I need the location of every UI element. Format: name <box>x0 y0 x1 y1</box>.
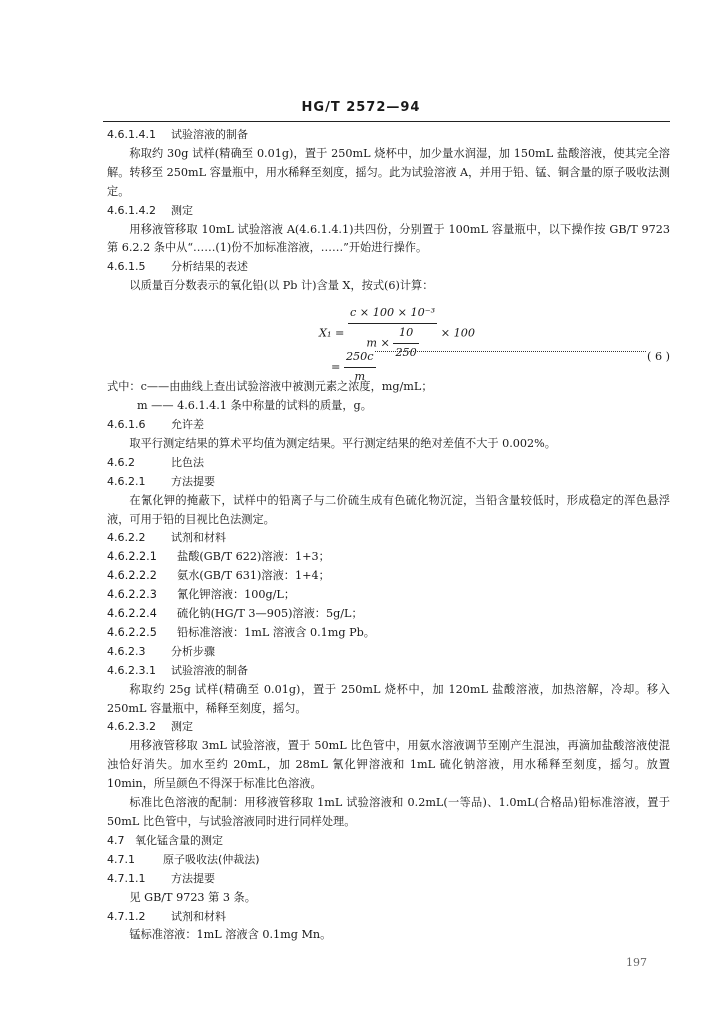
section-title: 原子吸收法(仲裁法) <box>163 852 260 866</box>
section-number: 4.6.2.3.1 <box>107 663 156 677</box>
formula-6 <box>107 296 670 384</box>
formula-inner-den: 250 <box>395 345 417 359</box>
section-heading <box>107 529 670 548</box>
section-number: 4.6.1.4.1 <box>107 128 156 141</box>
section-number: 4.6.2.3.2 <box>107 720 156 734</box>
item-text: 铅标准溶液：1mL 溶液含 0.1mg Pb。 <box>177 625 375 639</box>
section-title: 比色法 <box>171 455 204 469</box>
formula-times100: × 100 <box>440 326 476 340</box>
reagent-item <box>107 548 670 567</box>
formula-line2-num: 250c <box>344 348 376 368</box>
item-text: 盐酸(GB/T 622)溶液：1+3； <box>177 550 330 564</box>
section-title: 试验溶液的制备 <box>171 128 248 141</box>
definition-line: 式中：c——由曲线上查出试验溶液中被测元素之浓度，mg/mL； <box>107 380 433 394</box>
item-text: 硫化钠(HG/T 3—905)溶液：5g/L； <box>177 607 363 621</box>
section-heading <box>107 258 670 277</box>
section-heading <box>107 202 670 221</box>
formula-leader-dots <box>375 351 646 352</box>
section-title: 方法提要 <box>171 474 215 488</box>
section-number: 4.6.2.1 <box>107 474 146 488</box>
formula-lhs: X₁ = <box>319 326 345 340</box>
definition-line: m —— 4.6.1.4.1 条中称量的试料的质量，g。 <box>137 399 372 413</box>
formula-line2-fraction <box>344 348 376 387</box>
formula-denominator-prefix: m × <box>366 336 390 350</box>
paragraph: 以质量百分数表示的氧化铅(以 Pb 计)含量 X，按式(6)计算： <box>129 279 434 293</box>
section-heading <box>107 851 670 870</box>
section-title: 试剂和材料 <box>171 909 226 923</box>
paragraph: 锰标准溶液：1mL 溶液含 0.1mg Mn。 <box>129 928 332 942</box>
section-title: 方法提要 <box>171 871 215 885</box>
section-heading <box>107 416 670 435</box>
section-heading <box>107 454 670 473</box>
section-number: 4.6.2 <box>107 455 135 469</box>
paragraph: 标准比色溶液的配制：用移液管移取 1mL 试验溶液和 0.2mL(一等品)、1.0mL(合格品)铅标准溶液，置于 50mL 比色管中，与试验溶液同时进行同样处理。 <box>107 796 670 828</box>
reagent-item <box>107 624 670 643</box>
section-heading <box>107 126 670 145</box>
section-number: 4.7.1.2 <box>107 909 146 923</box>
section-title: 分析步骤 <box>171 644 215 658</box>
formula-line-2 <box>331 348 670 387</box>
formula-numerator: c × 100 × 10⁻³ <box>348 304 437 324</box>
item-text: 氨水(GB/T 631)溶液：1+4； <box>177 569 330 583</box>
header-rule <box>103 121 670 122</box>
item-number: 4.6.2.2.5 <box>107 625 157 639</box>
item-text: 氰化钾溶液：100g/L； <box>177 588 296 602</box>
standard-code-header: HG/T 2572—94 <box>301 100 421 115</box>
formula-line2-den: m <box>354 370 366 384</box>
item-number: 4.6.2.2.3 <box>107 588 157 602</box>
section-title: 试剂和材料 <box>171 531 226 545</box>
section-number: 4.7 <box>107 833 125 847</box>
section-title: 分析结果的表述 <box>171 260 248 274</box>
paragraph: 用移液管移取 10mL 试验溶液 A(4.6.1.4.1)共四份，分别置于 100mL 容量瓶中，以下操作按 GB/T 9723第 6.2.2 条中从“……(1)份不加标准溶液，……”开始进行操作。 <box>107 222 670 255</box>
reagent-item <box>107 605 670 624</box>
paragraph: 在氰化钾的掩蔽下，试样中的铅离子与二价硫生成有色硫化物沉淀，当铅含量较低时，形成稳定的浑色悬浮液，可用于铅的目视比色法测定。 <box>107 493 670 526</box>
section-number: 4.6.1.4.2 <box>107 203 156 217</box>
section-heading <box>107 643 670 662</box>
paragraph: 用移液管移取 3mL 试验溶液，置于 50mL 比色管中，用氨水溶液调节至刚产生混浊，再滴加盐酸溶液使混浊恰好消失。加水至约 20mL，加 28mL 氰化钾溶液和 1mL 硫化钠溶液，用水稀释至刻度，摇匀。放置 10min，所呈颜色不得深于标准比色溶液。 <box>107 739 670 791</box>
section-heading <box>107 908 670 927</box>
section-title: 氧化锰含量的测定 <box>135 833 223 847</box>
section-number: 4.7.1 <box>107 852 135 866</box>
reagent-item <box>107 567 670 586</box>
section-number: 4.6.1.6 <box>107 417 146 431</box>
section-title: 试验溶液的制备 <box>171 663 248 677</box>
section-title: 测定 <box>171 203 193 217</box>
equation-label: ( 6 ) <box>647 350 670 364</box>
section-heading <box>107 832 670 851</box>
document-body <box>107 126 670 945</box>
section-number: 4.6.1.5 <box>107 260 146 274</box>
section-title: 允许差 <box>171 417 204 431</box>
section-heading <box>107 473 670 492</box>
item-number: 4.6.2.2.2 <box>107 569 157 583</box>
item-number: 4.6.2.2.4 <box>107 607 157 621</box>
item-number: 4.6.2.2.1 <box>107 550 157 564</box>
section-number: 4.7.1.1 <box>107 871 146 885</box>
formula-line2-prefix: = <box>331 360 341 374</box>
section-heading <box>107 718 670 737</box>
page-number: 197 <box>626 956 647 969</box>
paragraph: 称取约 30g 试样(精确至 0.01g)，置于 250mL 烧杯中，加少量水润湿，加 150mL 盐酸溶液，使其完全溶解。转移至 250mL 容量瓶中，用水稀释至刻度，摇匀。此为试验溶液 A，并用于铅、锰、铜含量的原子吸收法测定。 <box>107 146 670 198</box>
section-title: 测定 <box>171 720 193 734</box>
section-number: 4.6.2.3 <box>107 644 146 658</box>
section-number: 4.6.2.2 <box>107 531 146 545</box>
paragraph: 取平行测定结果的算术平均值为测定结果。平行测定结果的绝对差值不大于 0.002%。 <box>129 436 556 450</box>
paragraph: 见 GB/T 9723 第 3 条。 <box>129 890 256 904</box>
section-heading <box>107 662 670 681</box>
reagent-item <box>107 586 670 605</box>
section-heading <box>107 870 670 889</box>
paragraph: 称取约 25g 试样(精确至 0.01g)，置于 250mL 烧杯中，加 120mL 盐酸溶液，加热溶解，冷却。移入 250mL 容量瓶中，稀释至刻度，摇匀。 <box>107 682 670 715</box>
formula-inner-num: 10 <box>393 324 418 344</box>
